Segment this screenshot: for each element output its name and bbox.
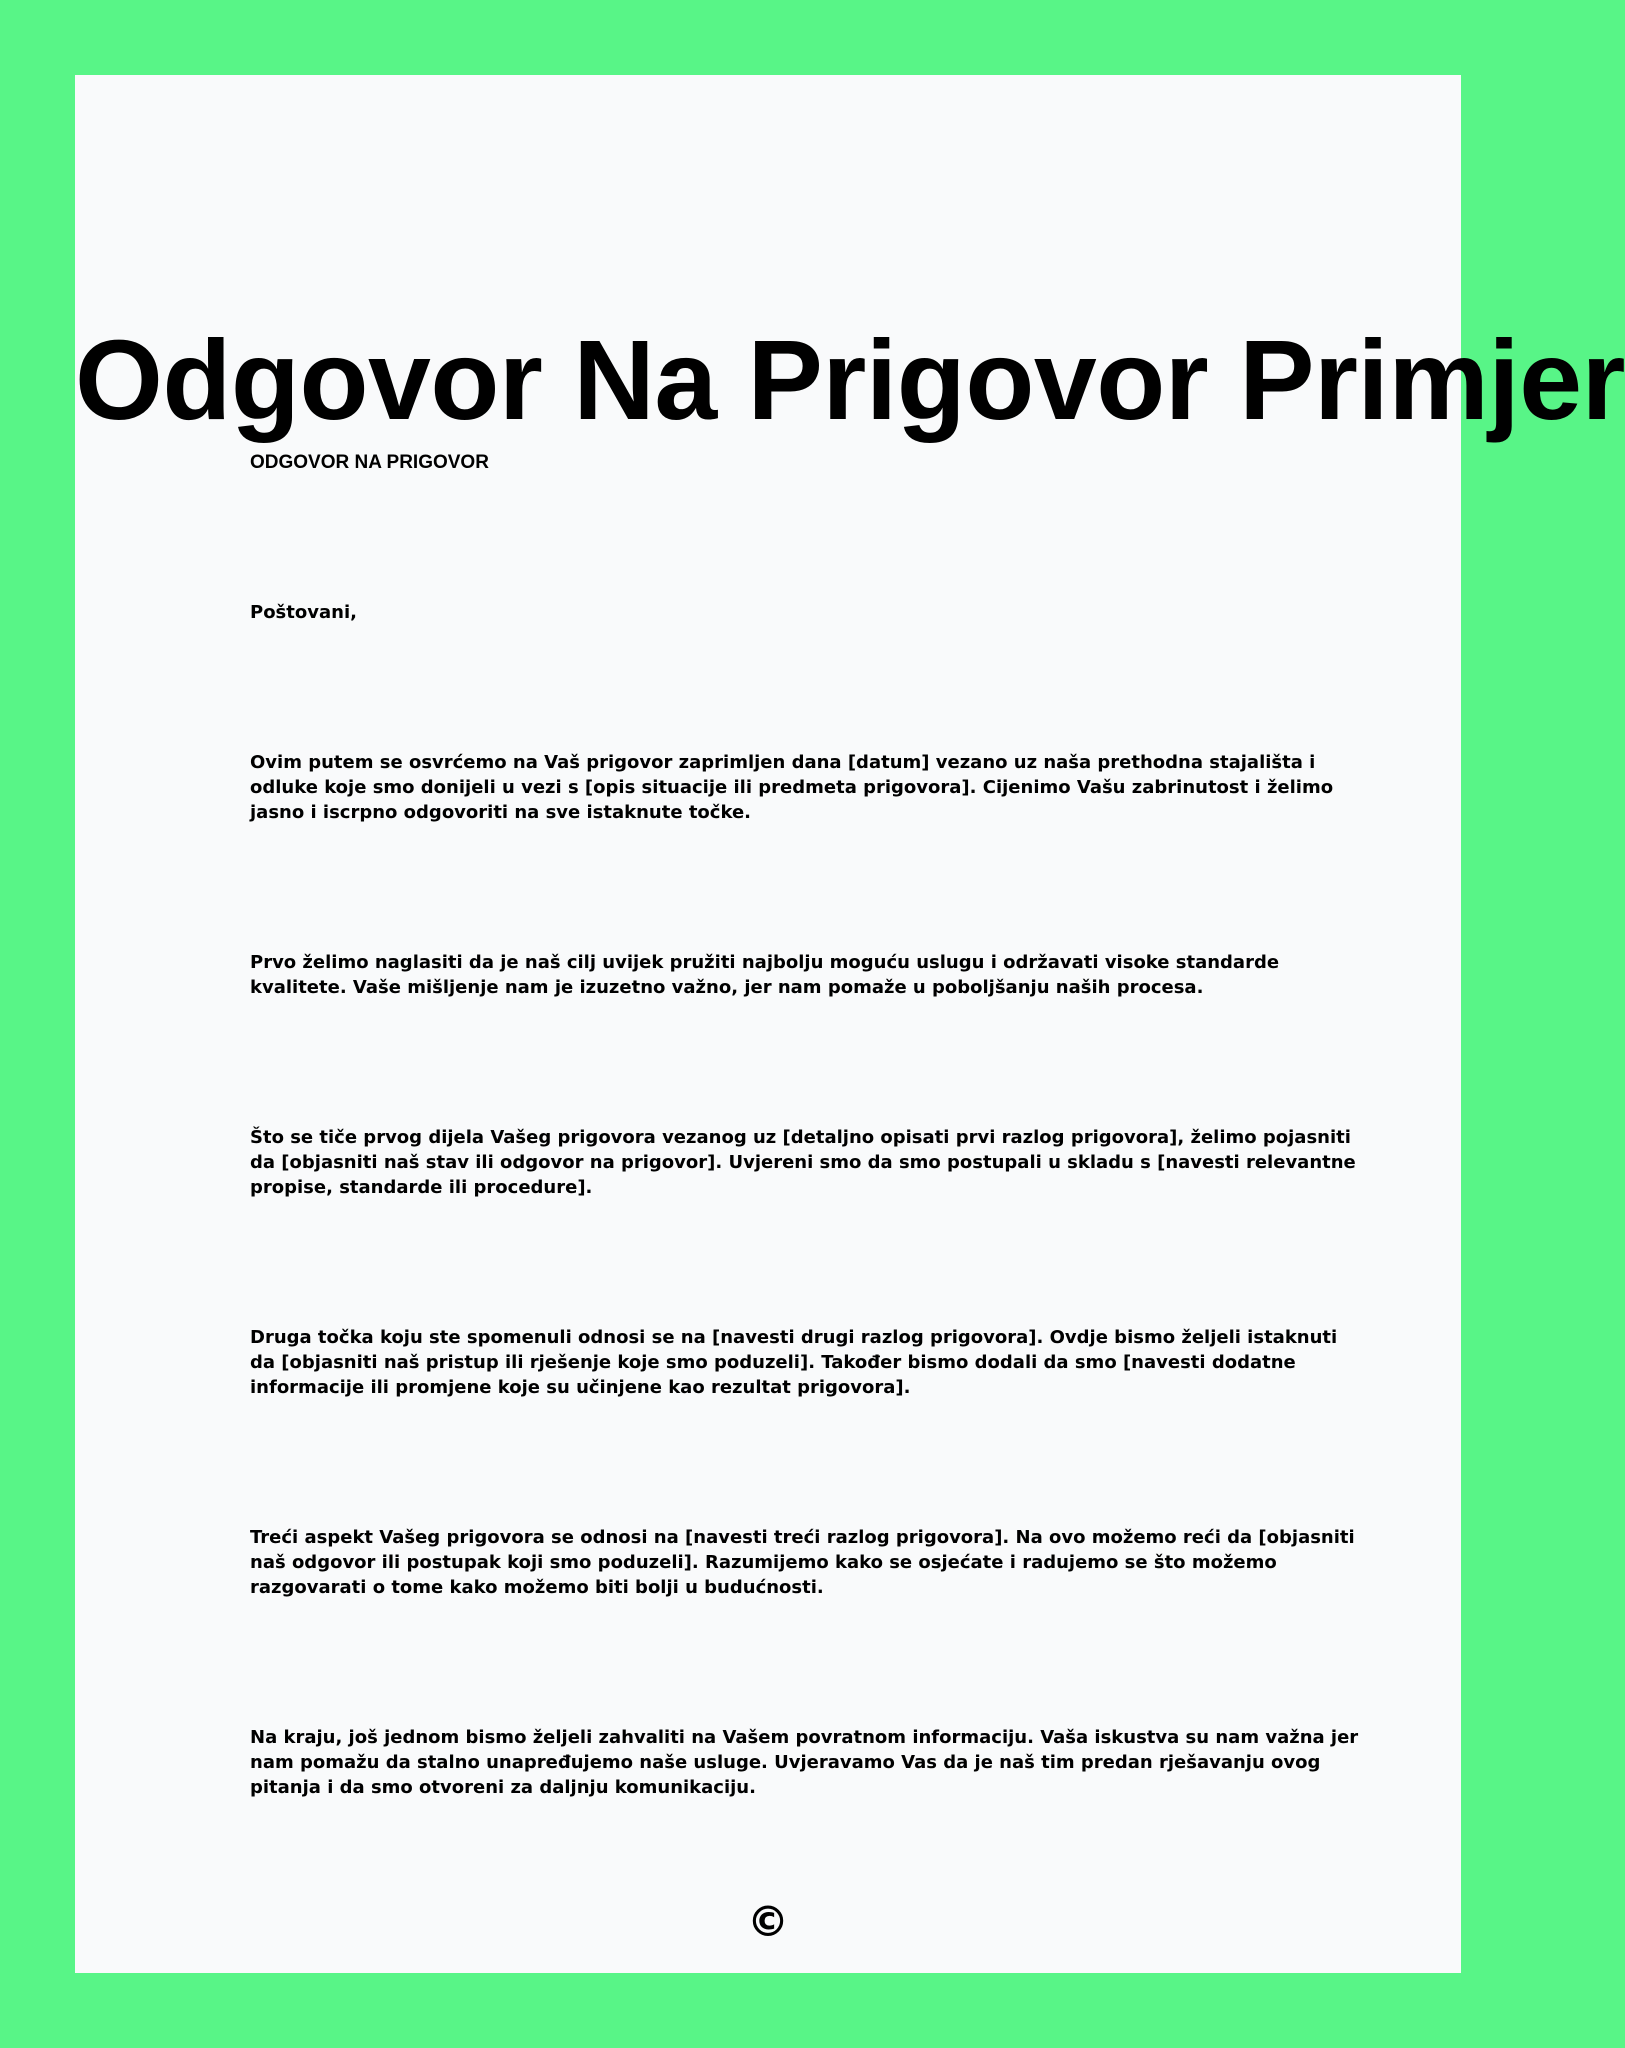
copyright-icon: © <box>747 1897 789 1946</box>
letter-greeting: Poštovani, <box>250 602 357 623</box>
document-title: Odgovor Na Prigovor Primjer <box>75 317 1625 443</box>
letter-paragraph-5: Treći aspekt Vašeg prigovora se odnosi na [navesti treći razlog prigovora]. Na ovo možemo reći da [objasniti naš odgovor ili postupak koji smo poduzeli]. Razumijemo kako se osjećate i radujemo se što možemo razgovarati o tome kako možemo biti bolji u budućnosti. <box>250 1527 1355 1598</box>
letter-paragraph-3: Što se tiče prvog dijela Vašeg prigovora vezanog uz [detaljno opisati prvi razlog prigovora], želimo pojasniti da [objasniti naš stav ili odgovor na prigovor]. Uvjereni smo da smo postupali u skladu s [navesti relevantne propise, standarde ili procedure]. <box>250 1127 1356 1198</box>
letter-paragraph-4: Druga točka koju ste spomenuli odnosi se na [navesti drugi razlog prigovora]. Ovdje bismo željeli istaknuti da [objasniti naš pristup ili rješenje koje smo poduzeli]. Također bismo dodali da smo [navesti dodatne informacije ili promjene koje su učinjene kao rezultat prigovora]. <box>250 1327 1338 1398</box>
letter-heading: ODGOVOR NA PRIGOVOR <box>250 452 489 473</box>
letter-paragraph-6: Na kraju, još jednom bismo željeli zahvaliti na Vašem povratnom informaciju. Vaša iskustva su nam važna jer nam pomažu da stalno unapređujemo naše usluge. Uvjeravamo Vas da je naš tim predan rješavanju ovog pitanja i da smo otvoreni za daljnju komunikaciju. <box>250 1727 1359 1798</box>
letter-paragraph-2: Prvo želimo naglasiti da je naš cilj uvijek pružiti najbolju moguću uslugu i održavati visoke standarde kvalitete. Vaše mišljenje nam je izuzetno važno, jer nam pomaže u poboljšanju naših procesa. <box>250 952 1280 998</box>
letter-paragraph-1: Ovim putem se osvrćemo na Vaš prigovor zaprimljen dana [datum] vezano uz naša prethodna stajališta i odluke koje smo donijeli u vezi s [opis situacije ili predmeta prigovora]. Cijenimo Vašu zabrinutost i želimo jasno i iscrpno odgovoriti na sve istaknute točke. <box>250 752 1334 823</box>
document-page <box>75 75 1625 1973</box>
